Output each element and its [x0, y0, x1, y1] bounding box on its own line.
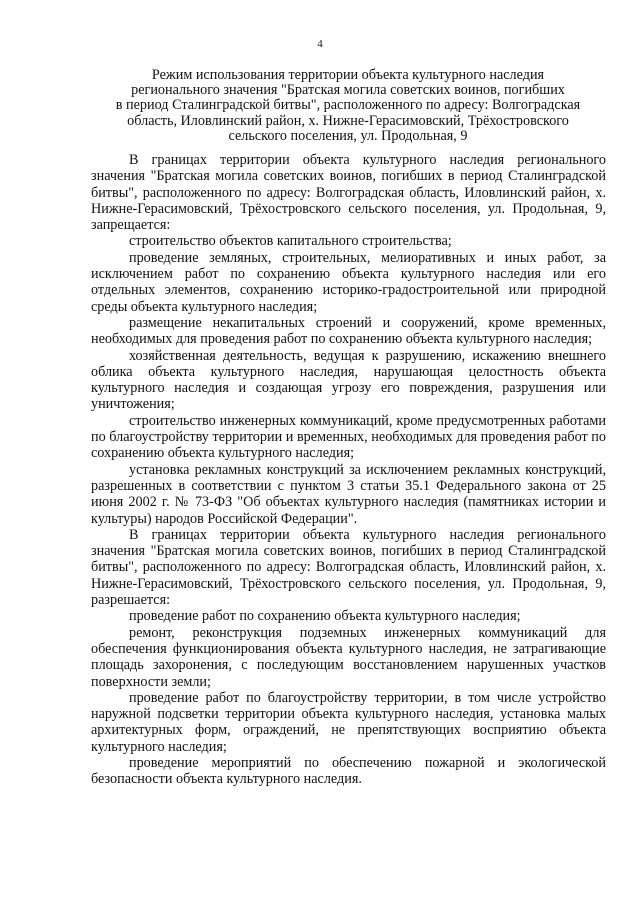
title-line: Режим использования территории объекта культурного наследия: [151, 67, 545, 83]
prohibited-item: установка рекламных конструкций за исключением рекламных конструкций, разрешенных в соответствии с пунктом 3 статьи 35.1 Федерального закона от 25 июня 2002 г. № 73-ФЗ "Об объектах культурного наследия (памятниках истории и культуры) народов Российской Федерации".: [91, 461, 606, 527]
title-line: регионального значения "Братская могила советских воинов, погибших: [131, 82, 565, 99]
prohibited-item: строительство инженерных коммуникаций, кроме предусмотренных работами по благоустройству территории и временных, необходимых для проведения работ по сохранению объекта культурного наследия;: [91, 412, 606, 462]
prohibited-item: размещение некапитальных строений и сооружений, кроме временных, необходимых для проведения работ по сохранению объекта культурного наследия;: [91, 314, 606, 348]
title-line: в период Сталинградской битвы", расположенного по адресу: Волгоградская: [115, 97, 581, 114]
permitted-intro-paragraph: В границах территории объекта культурного наследия регионального значения "Братская могила советских воинов, погибших в период Сталинградской битвы", расположенного по адресу: Волгоградская область, Иловлинский район, х. Нижне-Герасимовский, Трёхостровского сельского поселения, ул. Продольная, 9, разрешается:: [91, 526, 606, 609]
prohibited-item: проведение земляных, строительных, мелиоративных и иных работ, за исключением работ по сохранению объекта культурного наследия или его отдельных элементов, сохранению историко-градостроительной или природной среды объекта культурного наследия;: [91, 249, 606, 315]
permitted-item: проведение работ по благоустройству территории, в том числе устройство наружной подсветки территории объекта культурного наследия, установка малых архитектурных форм, ограждений, не препятствующих восприятию объекта культурного наследия;: [91, 689, 606, 755]
permitted-item: проведение мероприятий по обеспечению пожарной и экологической безопасности объекта культурного наследия.: [91, 754, 606, 788]
document-body: [91, 152, 606, 788]
prohibited-item: хозяйственная деятельность, ведущая к разрушению, искажению внешнего облика объекта культурного наследия, нарушающая целостность объекта культурного наследия и создающая угрозу его повреждения, разрушения или уничтожения;: [91, 347, 606, 413]
prohibited-item: строительство объектов капитального строительства;: [129, 233, 452, 250]
permitted-item: ремонт, реконструкция подземных инженерных коммуникаций для обеспечения функционирования объекта культурного наследия, не затрагивающие площадь захоронения, с последующим восстановлением нарушенных участков поверхности земли;: [91, 624, 606, 690]
title-line: сельского поселения, ул. Продольная, 9: [228, 127, 468, 144]
prohibited-intro-paragraph: В границах территории объекта культурного наследия регионального значения "Братская могила советских воинов, погибших в период Сталинградской битвы", расположенного по адресу: Волгоградская область, Иловлинский район, х. Нижне-Герасимовский, Трёхостровского сельского поселения, ул. Продольная, 9, запрещается:: [91, 152, 606, 234]
permitted-item: проведение работ по сохранению объекта культурного наследия;: [129, 608, 521, 625]
document-title: [96, 68, 600, 144]
title-line: область, Иловлинский район, х. Нижне-Герасимовский, Трёхостровского: [127, 112, 569, 129]
page-number: 4: [317, 38, 323, 50]
